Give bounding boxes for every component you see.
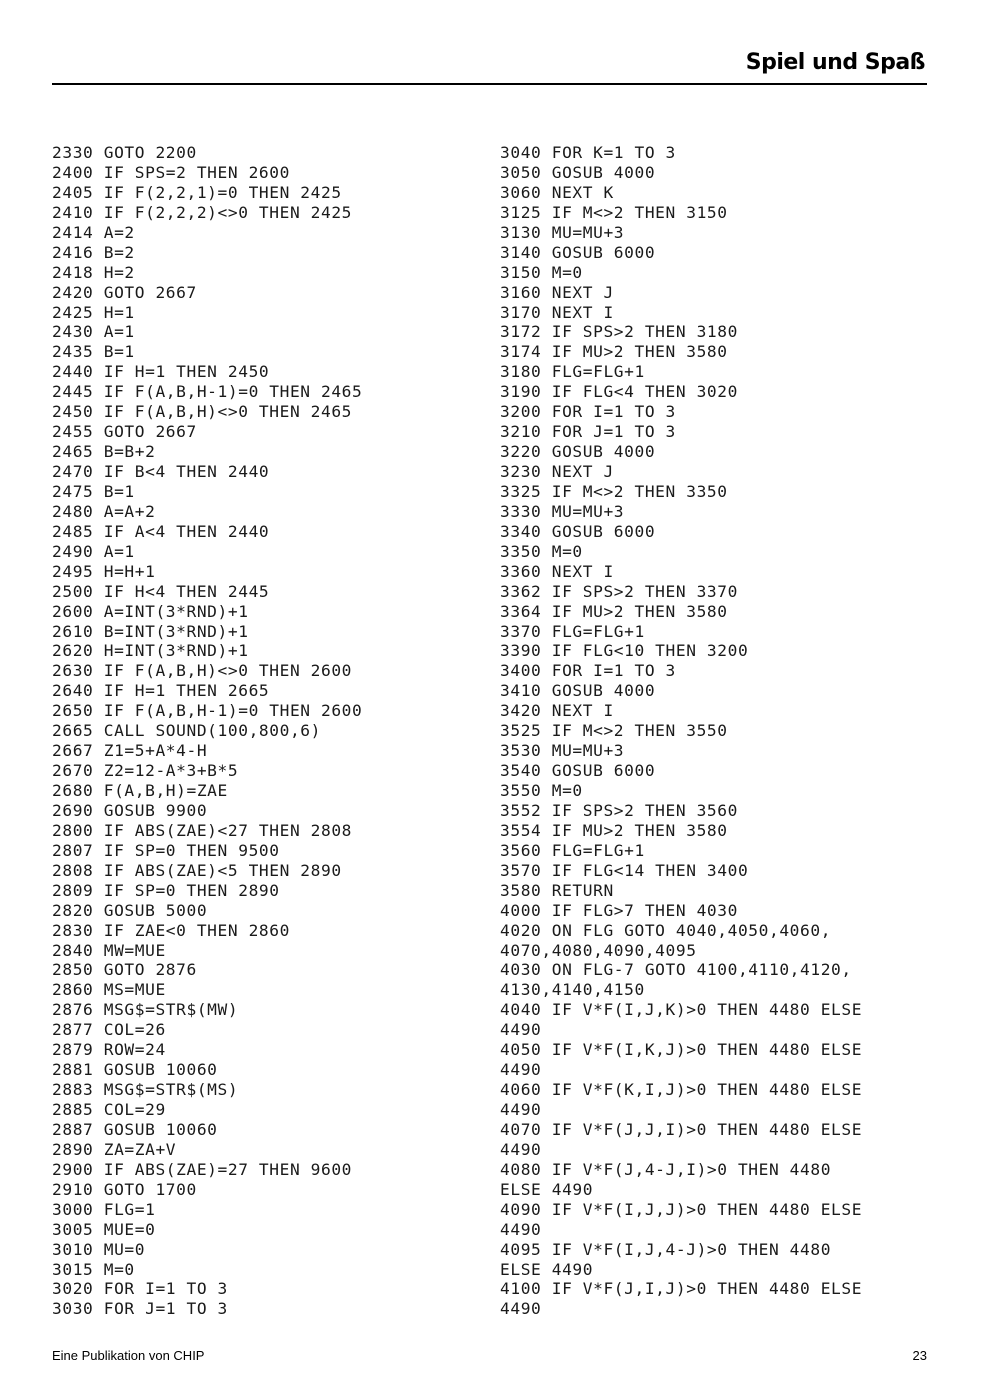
code-line: 4490: [500, 1100, 542, 1119]
code-line: 2690 GOSUB 9900: [52, 800, 208, 820]
code-line: 2470 IF B<4 THEN 2440: [52, 462, 270, 481]
page-number: 23: [912, 1348, 927, 1363]
code-line: 2665 CALL SOUND(100,800,6): [52, 721, 321, 741]
code-line: 3210 FOR J=1 TO 3: [500, 422, 676, 442]
code-line: 2490 A=1: [52, 541, 135, 561]
code-line: 2630 IF F(A,B,H)<>0 THEN 2600: [52, 661, 353, 681]
code-line: 2800 IF ABS(ZAE)<27 THEN 2808: [52, 820, 353, 840]
code-line: 2425 H=1: [52, 302, 135, 322]
code-line: 2400 IF SPS=2 THEN 2600: [52, 162, 290, 182]
code-line: 4490: [500, 1020, 542, 1040]
code-line: 4130,4140,4150: [500, 980, 645, 1000]
code-line: 3340 GOSUB 6000: [500, 521, 656, 541]
code-line: 2640 IF H=1 THEN 2665: [52, 681, 270, 701]
code-line: 2850 GOTO 2876: [52, 960, 197, 980]
code-line: 2420 GOTO 2667: [52, 282, 197, 302]
code-line: 4070 IF V*F(J,J,I)>0 THEN 4480 ELSE: [500, 1119, 863, 1139]
code-line: 3040 FOR K=1 TO 3: [500, 143, 676, 162]
code-line: 3364 IF MU>2 THEN 3580: [500, 601, 728, 621]
code-line: 2877 COL=26: [52, 1020, 166, 1040]
code-line: 2330 GOTO 2200: [52, 143, 197, 162]
code-line: 4030 ON FLG-7 GOTO 4100,4110,4120,: [500, 960, 852, 980]
code-line: 2405 IF F(2,2,1)=0 THEN 2425: [52, 182, 342, 202]
code-line: 2650 IF F(A,B,H-1)=0 THEN 2600: [52, 701, 363, 721]
code-line: ELSE 4490: [500, 1259, 594, 1279]
code-line: 4040 IF V*F(I,J,K)>0 THEN 4480 ELSE: [500, 1000, 863, 1020]
code-line: 3020 FOR I=1 TO 3: [52, 1279, 228, 1299]
code-line: 3554 IF MU>2 THEN 3580: [500, 820, 728, 840]
code-line: 2418 H=2: [52, 262, 135, 282]
code-line: 2879 ROW=24: [52, 1040, 166, 1060]
code-line: 2876 MSG$=STR$(MW): [52, 1000, 239, 1020]
code-line: 3060 NEXT K: [500, 182, 614, 202]
code-line: 2610 B=INT(3*RND)+1: [52, 621, 249, 641]
code-line: 2620 H=INT(3*RND)+1: [52, 641, 249, 661]
code-line: 3420 NEXT I: [500, 701, 614, 721]
code-line: 3230 NEXT J: [500, 462, 614, 481]
code-line: 2840 MW=MUE: [52, 940, 166, 960]
code-line: 3200 FOR I=1 TO 3: [500, 402, 676, 422]
code-line: 2890 ZA=ZA+V: [52, 1139, 177, 1159]
code-line: 3000 FLG=1: [52, 1199, 156, 1219]
code-line: 3005 MUE=0: [52, 1219, 156, 1239]
code-line: 4050 IF V*F(I,K,J)>0 THEN 4480 ELSE: [500, 1040, 863, 1060]
code-line: 3330 MU=MU+3: [500, 501, 625, 521]
code-line: 2885 COL=29: [52, 1100, 166, 1119]
code-line: 3580 RETURN: [500, 880, 614, 900]
code-line: 3125 IF M<>2 THEN 3150: [500, 202, 728, 222]
code-line: 2600 A=INT(3*RND)+1: [52, 601, 249, 621]
code-line: 3190 IF FLG<4 THEN 3020: [500, 382, 738, 402]
code-line: 2480 A=A+2: [52, 501, 156, 521]
code-line: 3030 FOR J=1 TO 3: [52, 1299, 228, 1319]
code-line: 4070,4080,4090,4095: [500, 940, 697, 960]
code-line: 4000 IF FLG>7 THEN 4030: [500, 900, 738, 920]
code-line: 3150 M=0: [500, 262, 583, 282]
code-line: 2430 A=1: [52, 322, 135, 342]
code-line: 3552 IF SPS>2 THEN 3560: [500, 800, 738, 820]
code-line: 3325 IF M<>2 THEN 3350: [500, 481, 728, 501]
code-line: 3525 IF M<>2 THEN 3550: [500, 721, 728, 741]
code-line: 3530 MU=MU+3: [500, 741, 625, 761]
code-line: 4490: [500, 1139, 542, 1159]
code-line: 2410 IF F(2,2,2)<>0 THEN 2425: [52, 202, 353, 222]
code-line: 2667 Z1=5+A*4-H: [52, 741, 208, 761]
code-line: 4080 IF V*F(J,4-J,I)>0 THEN 4480: [500, 1159, 832, 1179]
code-listing-right-column: [500, 143, 862, 1319]
code-line: 3362 IF SPS>2 THEN 3370: [500, 581, 738, 601]
code-line: 3400 FOR I=1 TO 3: [500, 661, 676, 681]
code-line: 4090 IF V*F(I,J,J)>0 THEN 4480 ELSE: [500, 1199, 863, 1219]
code-line: 4100 IF V*F(J,I,J)>0 THEN 4480 ELSE: [500, 1279, 863, 1299]
code-line: 4490: [500, 1219, 542, 1239]
code-line: 3560 FLG=FLG+1: [500, 840, 645, 860]
code-line: 2820 GOSUB 5000: [52, 900, 208, 920]
code-line: 3180 FLG=FLG+1: [500, 362, 645, 382]
section-title: Spiel und Spaß: [745, 50, 925, 75]
code-line: 2881 GOSUB 10060: [52, 1060, 218, 1080]
code-line: 2435 B=1: [52, 342, 135, 362]
code-line: 3130 MU=MU+3: [500, 222, 625, 242]
code-line: 2670 Z2=12-A*3+B*5: [52, 761, 239, 781]
code-line: 2807 IF SP=0 THEN 9500: [52, 840, 280, 860]
code-line: 2830 IF ZAE<0 THEN 2860: [52, 920, 290, 940]
code-line: 3015 M=0: [52, 1259, 135, 1279]
code-line: 3140 GOSUB 6000: [500, 242, 656, 262]
code-line: 2485 IF A<4 THEN 2440: [52, 521, 270, 541]
code-listing-left-column: [52, 143, 362, 1319]
code-line: 4490: [500, 1060, 542, 1080]
code-line: 3174 IF MU>2 THEN 3580: [500, 342, 728, 362]
code-line: 2495 H=H+1: [52, 561, 156, 581]
code-line: 4490: [500, 1299, 542, 1319]
code-line: 3540 GOSUB 6000: [500, 761, 656, 781]
code-line: 3550 M=0: [500, 781, 583, 800]
code-line: 3350 M=0: [500, 541, 583, 561]
code-line: 2809 IF SP=0 THEN 2890: [52, 880, 280, 900]
code-line: 2883 MSG$=STR$(MS): [52, 1080, 239, 1100]
code-line: 3390 IF FLG<10 THEN 3200: [500, 641, 749, 661]
code-line: 2414 A=2: [52, 222, 135, 242]
code-line: 2860 MS=MUE: [52, 980, 166, 1000]
code-line: 3170 NEXT I: [500, 302, 614, 322]
code-line: 3050 GOSUB 4000: [500, 162, 656, 182]
code-line: 2440 IF H=1 THEN 2450: [52, 362, 270, 382]
code-line: 3360 NEXT I: [500, 561, 614, 581]
code-line: 2680 F(A,B,H)=ZAE: [52, 781, 228, 800]
header-rule: [52, 83, 927, 85]
code-line: 3160 NEXT J: [500, 282, 614, 302]
code-line: 2887 GOSUB 10060: [52, 1119, 218, 1139]
code-line: 2455 GOTO 2667: [52, 422, 197, 442]
code-line: 3370 FLG=FLG+1: [500, 621, 645, 641]
code-line: 4020 ON FLG GOTO 4040,4050,4060,: [500, 920, 832, 940]
code-line: 2475 B=1: [52, 481, 135, 501]
code-line: 2450 IF F(A,B,H)<>0 THEN 2465: [52, 402, 353, 422]
code-line: 2900 IF ABS(ZAE)=27 THEN 9600: [52, 1159, 353, 1179]
code-line: 2500 IF H<4 THEN 2445: [52, 581, 270, 601]
code-line: 3410 GOSUB 4000: [500, 681, 656, 701]
code-line: 2910 GOTO 1700: [52, 1179, 197, 1199]
code-line: 4060 IF V*F(K,I,J)>0 THEN 4480 ELSE: [500, 1080, 863, 1100]
code-line: 3010 MU=0: [52, 1239, 146, 1259]
publisher-footer: Eine Publikation von CHIP: [52, 1348, 205, 1363]
code-line: 4095 IF V*F(I,J,4-J)>0 THEN 4480: [500, 1239, 832, 1259]
code-line: 2808 IF ABS(ZAE)<5 THEN 2890: [52, 860, 342, 880]
code-line: 2445 IF F(A,B,H-1)=0 THEN 2465: [52, 382, 363, 402]
code-line: 2416 B=2: [52, 242, 135, 262]
code-line: 3172 IF SPS>2 THEN 3180: [500, 322, 738, 342]
code-line: ELSE 4490: [500, 1179, 594, 1199]
code-line: 3220 GOSUB 4000: [500, 442, 656, 462]
code-line: 3570 IF FLG<14 THEN 3400: [500, 860, 749, 880]
code-line: 2465 B=B+2: [52, 442, 156, 462]
